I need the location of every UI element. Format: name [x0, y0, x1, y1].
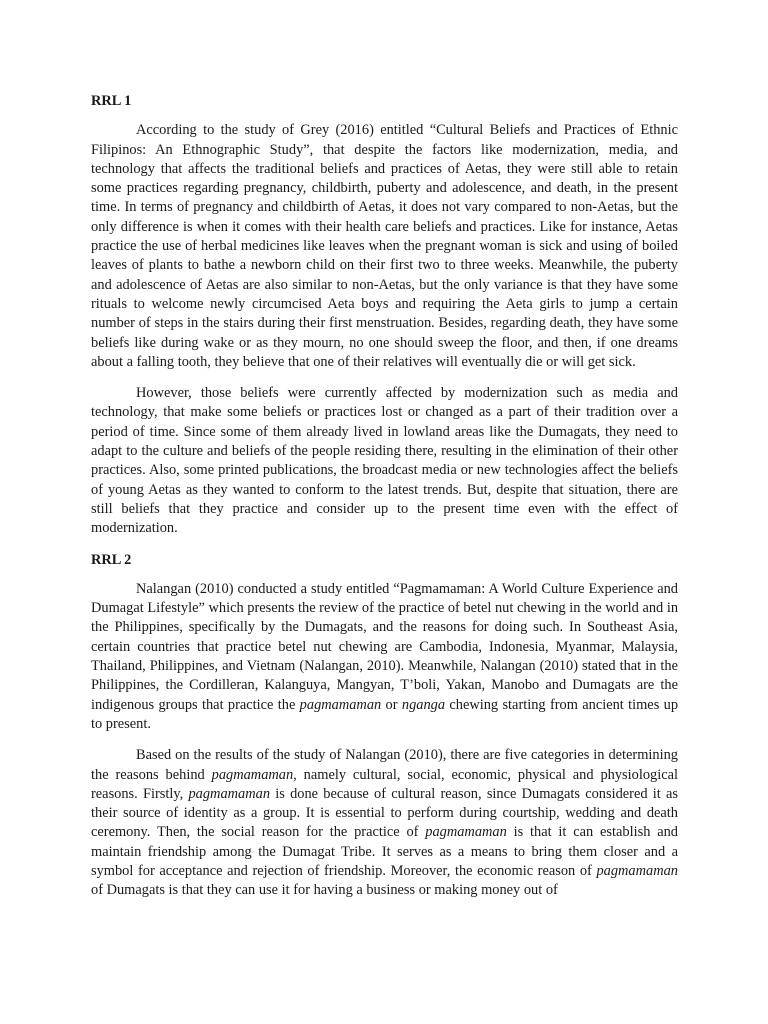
- paragraph-text: Nalangan (2010) conducted a study entitled “Pagmamaman: A World Culture Experience and Dumagat Lifestyle” which presents the review of the practice of betel nut chewing in the world and in the Philippines, specifically by the Dumagats, and the reasons for doing such. In Southeast Asia, certain countries that practice betel nut chewing are Cambodia, Indonesia, Myanmar, Malaysia, Thailand, Philippines, and Vietnam (Nalangan, 2010). Meanwhile, Nalangan (2010) stated that in the Philippines, the Cordilleran, Kalanguya, Mangyan, T’boli, Yakan, Manobo and Dumagats are the indigenous groups that practice the: [91, 580, 679, 713]
- paragraph-text: Based on the results of the study of Nalangan (2010), there are five categories in determining the reasons behind: [91, 747, 678, 783]
- section-heading-rrl1: RRL 1: [91, 93, 132, 109]
- italic-term: nganga: [401, 696, 446, 713]
- paragraph-text: According to the study of Grey (2016) entitled “Cultural Beliefs and Practices of Ethnic Filipinos: An Ethnographic Study”, that despite the factors like modernization, media, and technology that affects the traditional beliefs and practices of Aetas, they were still able to retain some practices regarding pregnancy, childbirth, puberty and adolescence, and death, in the present time. In terms of pregnancy and childbirth of Aetas, it does not vary compared to non-Aetas, but the only difference is when it comes with their health care beliefs and practices. Like for instance, Aetas practice the use of herbal medicines like leaves when the pregnant woman is sick and using of boiled leaves of plants to bathe a newborn child on their first two to three weeks. Meanwhile, the puberty and adolescence of Aetas are also similar to non-Aetas, but the only variance is that they have some rituals to welcome newly circumcised Aeta boys and requiring the Aeta girls to jump a certain number of steps in the stairs during their first menstruation. Besides, regarding death, they have some beliefs like during wake or as they mourn, no one should sweep the floor, and then, if one dreams about a falling tooth, they believe that one of their relatives will eventually die or will get sick.: [91, 122, 678, 370]
- paragraph: [91, 121, 678, 372]
- italic-term: pagmamaman: [425, 824, 507, 841]
- italic-term: pagmamaman: [211, 766, 294, 783]
- paragraph-text: is done because of cultural reason, since Dumagats considered it as their source of identity as a group. It is essential to perform during courtship, wedding and death ceremony. Then, the social reason for the practice of: [91, 785, 678, 841]
- document-page: [91, 92, 678, 913]
- italic-term: pagmamaman: [188, 785, 271, 802]
- paragraph: [91, 384, 678, 538]
- paragraph-text: chewing starting from ancient times up to present.: [91, 696, 679, 732]
- paragraph-text: , namely cultural, social, economic, physical and physiological reasons. Firstly,: [91, 766, 678, 802]
- paragraph-text: is that it can establish and maintain friendship among the Dumagat Tribe. It serves as a means to bring them closer and a symbol for acceptance and rejection of friendship. Moreover, the economic reason of: [91, 824, 678, 879]
- paragraph: [91, 746, 678, 900]
- italic-term: pagmamaman: [596, 862, 678, 879]
- italic-term: pagmamaman: [299, 696, 382, 713]
- paragraph-text: or: [381, 696, 402, 713]
- paragraph-text: of Dumagats is that they can use it for having a business or making money out of: [91, 882, 558, 899]
- paragraph: [91, 580, 678, 734]
- paragraph-text: However, those beliefs were currently affected by modernization such as media and technology, that make some beliefs or practices lost or changed as a part of their tradition over a period of time. Since some of them already lived in lowland areas like the Dumagats, they need to adapt to the culture and beliefs of the people residing there, resulting in the elimination of their other practices. Also, some printed publications, the broadcast media or new technologies affect the beliefs of young Aetas as they wanted to conform to the latest trends. But, despite that situation, there are still beliefs that they practice and consider up to the present time even with the effect of modernization.: [91, 385, 678, 537]
- section-heading-rrl2: RRL 2: [91, 551, 132, 568]
